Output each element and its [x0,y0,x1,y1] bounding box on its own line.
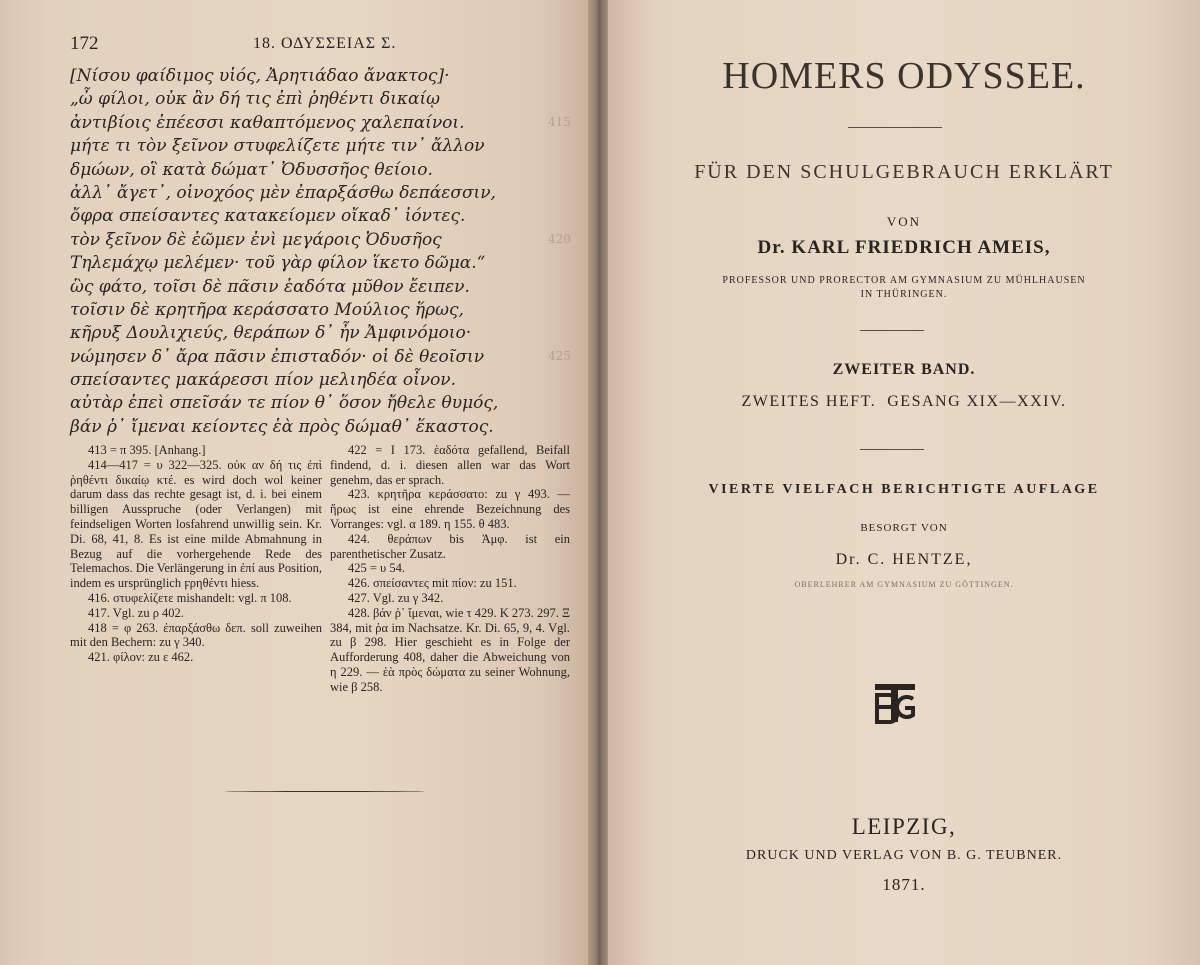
commentary-note: 426. σπείσαντες mit πίον: zu 151. [348,576,517,591]
verse-line [70,277,580,300]
verse-text: ὄφρα σπείσαντες κατακείομεν οἴκαδ᾽ ἰόντες. [70,206,466,227]
verse-line [70,393,580,416]
verse-number: 425 [548,348,571,363]
title-rule [848,127,942,128]
verse-line [70,300,580,323]
verse-text: ὣς φάτο, τοῖσι δὲ πᾶσιν ἑαδότα μῦθον ἔειπεν. [70,276,470,297]
verse-line [70,417,580,440]
verse-line [70,370,580,393]
verse-text: Τηλεμάχῳ μελέμεν· τοῦ γὰρ φίλον ἵκετο δῶμα.“ [70,253,486,274]
teubner-monogram-logo [873,681,917,725]
verse-text: δμώων, οἳ κατὰ δώματ᾽ Ὀδυσσῆος θείοιο. [70,159,433,180]
commentary-note: 413 = π 395. [Anhang.] [88,443,206,457]
publication-city: LEIPZIG, [851,814,957,839]
author-rule [860,330,924,331]
verse-text: „ὦ φίλοι, οὐκ ἂν δή τις ἐπὶ ῥηθέντι δικαίῳ [70,89,441,110]
verse-text: τὸν ξεῖνον δὲ ἐῶμεν ἐνὶ μεγάροις Ὀδυσῆος [70,229,442,250]
left-page [0,0,588,965]
commentary-note: 427. Vgl. zu γ 342. [348,590,444,605]
part-label: ZWEITES HEFT. GESANG XIX—XXIV. [741,393,1067,410]
verse-line [70,230,580,253]
verse-line [70,160,580,183]
commentary-note: 423. κρητῆρα κεράσσατο: zu γ 493. — ἥρως ist eine ehrende Bezeichnung des Vorranges: vgl. α 189. η 155. θ 483. [330,487,570,531]
verse-line [70,253,580,276]
author-role [608,274,1200,302]
verse-text: κῆρυξ Δουλιχιεύς, θεράπων δ᾽ ἦν Ἀμφινόμοιο· [70,323,472,344]
verse-line [70,183,580,206]
editor-by-label: BESORGT VON [860,522,948,534]
book-gutter [588,0,608,965]
commentary-note: 428. βάν ῥ᾽ ἴμεναι, wie τ 429. Κ 273. 297. Ξ 384, mit ῥα im Nachsatze. Kr. Di. 65, 9, 4. Vgl. zu β 298. Hier geschieht es in Folge der Aufforderung 408, daher die Abweichung von η 229. — ἑὰ πρὸς δώματα zu seiner Wohnung, wie β 258. [330,605,570,694]
editor-name: Dr. C. HENTZE, [835,551,973,568]
verse-number: 415 [548,114,571,129]
commentary-note: 425 = υ 54. [348,561,405,576]
book-title: HOMERS ODYSSEE. [722,55,1086,97]
verse-text: σπείσαντες μακάρεσσι πίον μελιηδέα οἶνον. [70,370,457,391]
page-number: 172 [70,33,99,54]
publication-year: 1871. [882,875,926,894]
end-rule [225,791,425,792]
running-head [70,33,570,57]
verse-line [70,206,580,229]
verse-line [70,136,580,159]
commentary-left-column [70,443,322,665]
verse-text: ἀλλ᾽ ἄγετ᾽, οἰνοχόος μὲν ἐπαρξάσθω δεπάεσσιν, [70,182,496,203]
commentary-note: 416. στυφελίζετε mishandelt: vgl. π 108. [88,590,292,605]
commentary-note: 417. Vgl. zu ρ 402. [88,605,184,620]
commentary-note: 424. θεράπων bis Ἀμφ. ist ein parenthetischer Zusatz. [330,531,570,561]
verse-line [70,323,580,346]
book-subtitle: FÜR DEN SCHULGEBRAUCH ERKLÄRT [694,161,1114,183]
author-name: Dr. KARL FRIEDRICH AMEIS, [757,237,1051,258]
verse-text: βάν ῥ᾽ ἴμεναι κείοντες ἑὰ πρὸς δώμαθ᾽ ἕκαστος. [70,416,494,437]
editor-role: OBERLEHRER AM GYMNASIUM ZU GÖTTINGEN. [794,580,1014,589]
commentary-note: 418 = φ 263. ἐπαρξάσθω δεπ. soll zuweihen mit den Bechern: zu γ 340. [70,620,322,650]
verse-text: μήτε τι τὸν ξεῖνον στυφελίζετε μήτε τιν᾽ ἄλλον [70,136,485,157]
volume-rule [860,449,924,450]
verse-line [70,66,580,89]
verse-line [70,113,580,136]
by-label: VON [886,214,922,229]
verse-block [70,66,580,440]
commentary-note: 422 = Ι 173. ἑαδότα gefallend, Beifall findend, d. i. diesen allen war das Wort genehm, das er sprach. [330,443,570,487]
verse-text: αὐτὰρ ἐπεὶ σπεῖσάν τε πίον θ᾽ ὅσον ἤθελε θυμός, [70,393,499,414]
verse-text: ἀντιβίοις ἐπέεσσι καθαπτόμενος χαλεπαίνοι. [70,112,465,133]
commentary-note: 414—417 = υ 322—325. οὐκ αν δή τις ἐπὶ ῥηθέντι δικαίῳ κτέ. es wird doch wol keiner darum dass das rechte gesagt ist, d. i. bei einem billigen Ausspruche (oder Verlangen) mit feindseligen Worten losfahrend unwillig sein. Kr. Di. 68, 41, 8. Es ist eine milde Abmahnung in Bezug auf die vorhergehende Rede des Telemachos. Die Verlängerung in ἐπί aus Position, indem es ursprünglich ϝρηθέντι hiess. [70,457,322,591]
running-title: 18. ΟΔΥΣΣΕΙΑΣ Σ. [253,35,397,52]
verse-text: [Νίσου φαίδιμος υἱός, Ἀρητιάδαο ἄνακτος]· [70,66,450,86]
author-role-line-1: PROFESSOR UND PRORECTOR AM GYMNASIUM ZU MÜHLHAUSEN [722,275,1086,286]
commentary-note: 421. φίλον: zu ε 462. [88,650,194,665]
volume-label: ZWEITER BAND. [832,361,976,378]
verse-number: 420 [548,231,571,246]
commentary-right-column [330,443,570,695]
title-page [608,0,1200,965]
edition-label: VIERTE VIELFACH BERICHTIGTE AUFLAGE [708,482,1100,497]
verse-line [70,347,580,370]
verse-line [70,89,580,112]
publisher-line: DRUCK UND VERLAG VON B. G. TEUBNER. [745,848,1063,863]
verse-text: νώμησεν δ᾽ ἄρα πᾶσιν ἐπισταδόν· οἱ δὲ θεοῖσιν [70,346,485,367]
author-role-line-2: IN THÜRINGEN. [860,289,948,300]
verse-text: τοῖσιν δὲ κρητῆρα κεράσσατο Μούλιος ἥρως, [70,299,464,320]
